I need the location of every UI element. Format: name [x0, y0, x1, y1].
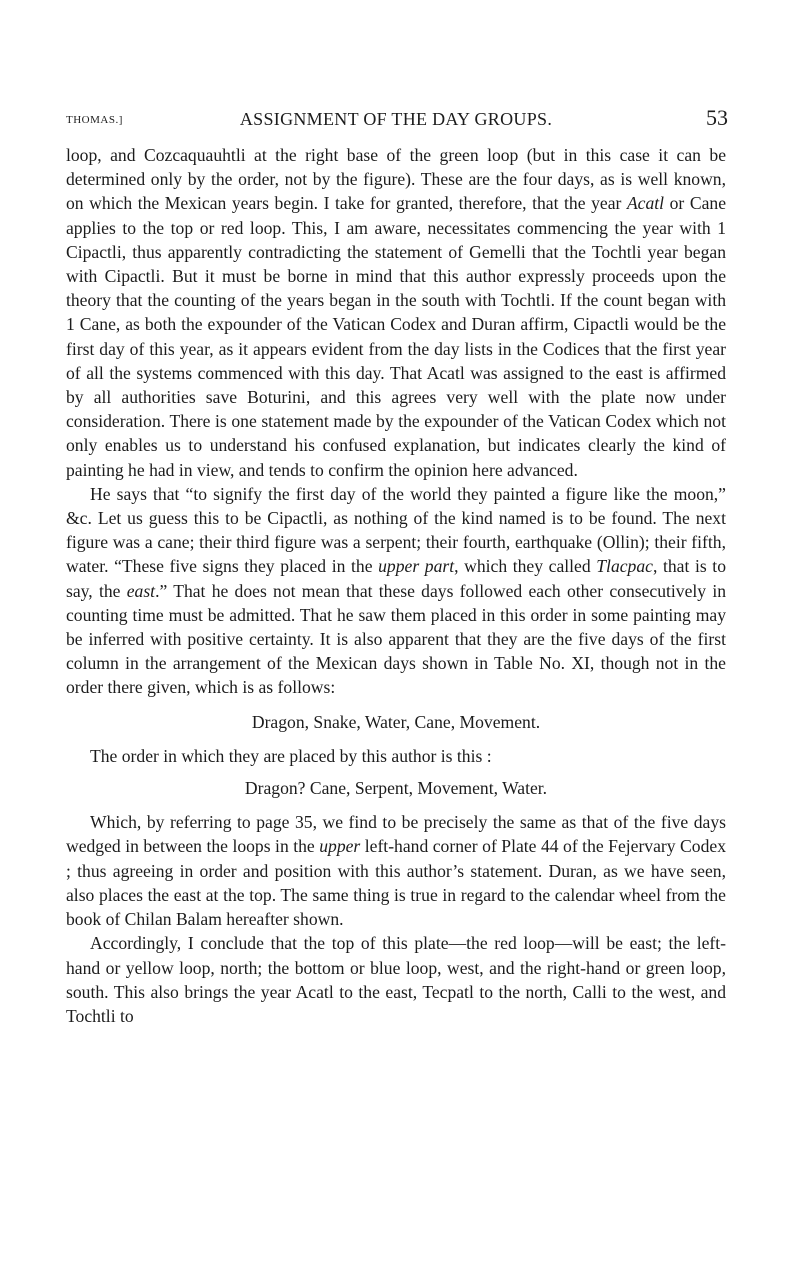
- author-running-head: THOMAS.]: [66, 114, 123, 126]
- body-text: [66, 143, 726, 1028]
- paragraph-2: He says that “to signify the first day of the world they painted a figure like the moon,” &c. Let us guess this to be Cipactli, as nothing of the kind named is to be found. The next figure was a cane; their third figure was a serpent; their fourth, earthquake (Ollin); their fifth, water. “These five signs they placed in the upper part, which they called Tlacpac, that is to say, the east.” That he does not mean that these days followed each other consecutively in counting time must be admitted. That he saw them placed in this order in some painting may be inferred with positive certainty. It is also apparent that they are the five days of the first column in the arrangement of the Mexican days shown in Table No. XI, though not in the order there given, which is as follows:: [66, 483, 727, 698]
- italic-east: east: [126, 580, 156, 601]
- day-list-1: Dragon, Snake, Water, Cane, Movement.: [251, 711, 541, 732]
- italic-tlacpac: Tlacpac: [596, 556, 653, 577]
- running-head: [66, 105, 728, 140]
- page-number: 53: [706, 105, 728, 130]
- paragraph-4: Which, by referring to page 35, we find to be precisely the same as that of the five days wedged in between the loops in the upper left-hand corner of Plate 44 of the Fejervary Codex ; thus agreeing in order and position with this author’s statement. Duran, as we have seen, also places the east at the top. The same thing is true in regard to the calendar wheel from the book of Chilan Balam hereafter shown.: [66, 812, 726, 930]
- paragraph-1: loop, and Cozcaquauhtli at the right base of the green loop (but in this case it can be determined only by the order, not by the figure). These are the four days, as is well known, on which the Mexican years begin. I take for granted, therefore, that the year Acatl or Cane applies to the top or red loop. This, I am aware, necessitates commencing the year with 1 Cipactli, thus apparently contradicting the statement of Gemelli that the Tochtli year began with Cipactli. But it must be borne in mind that this author expressly proceeds upon the theory that the counting of the years began in the south with Tochtli. If the count began with 1 Cane, as both the expounder of the Vatican Codex and Duran affirm, Cipactli would be the first day of this year, as it appears evident from the day lists in the Codices that the first year of all the systems commenced with this day. That Acatl was assigned to the east is affirmed by all authorities save Boturini, and this agrees very well with the plate now under consideration. There is one statement made by the expounder of the Vatican Codex which not only enables us to understand his confused explanation, but indicates clearly the kind of painting he had in view, and tends to confirm the opinion here advanced.: [66, 145, 727, 480]
- italic-upper-part: upper part: [378, 556, 455, 577]
- page-title: ASSIGNMENT OF THE DAY GROUPS.: [239, 109, 553, 129]
- italic-upper: upper: [319, 836, 361, 857]
- italic-acatl: Acatl: [626, 193, 665, 214]
- paragraph-3: The order in which they are placed by this author is this :: [90, 745, 492, 766]
- day-list-2: Dragon? Cane, Serpent, Movement, Water.: [244, 778, 548, 799]
- paragraph-5: Accordingly, I conclude that the top of this plate—the red loop—will be east; the left-hand or yellow loop, north; the bottom or blue loop, west, and the right-hand or green loop, south. This also brings the year Acatl to the east, Tecpatl to the north, Calli to the west, and Tochtli to: [66, 933, 726, 1026]
